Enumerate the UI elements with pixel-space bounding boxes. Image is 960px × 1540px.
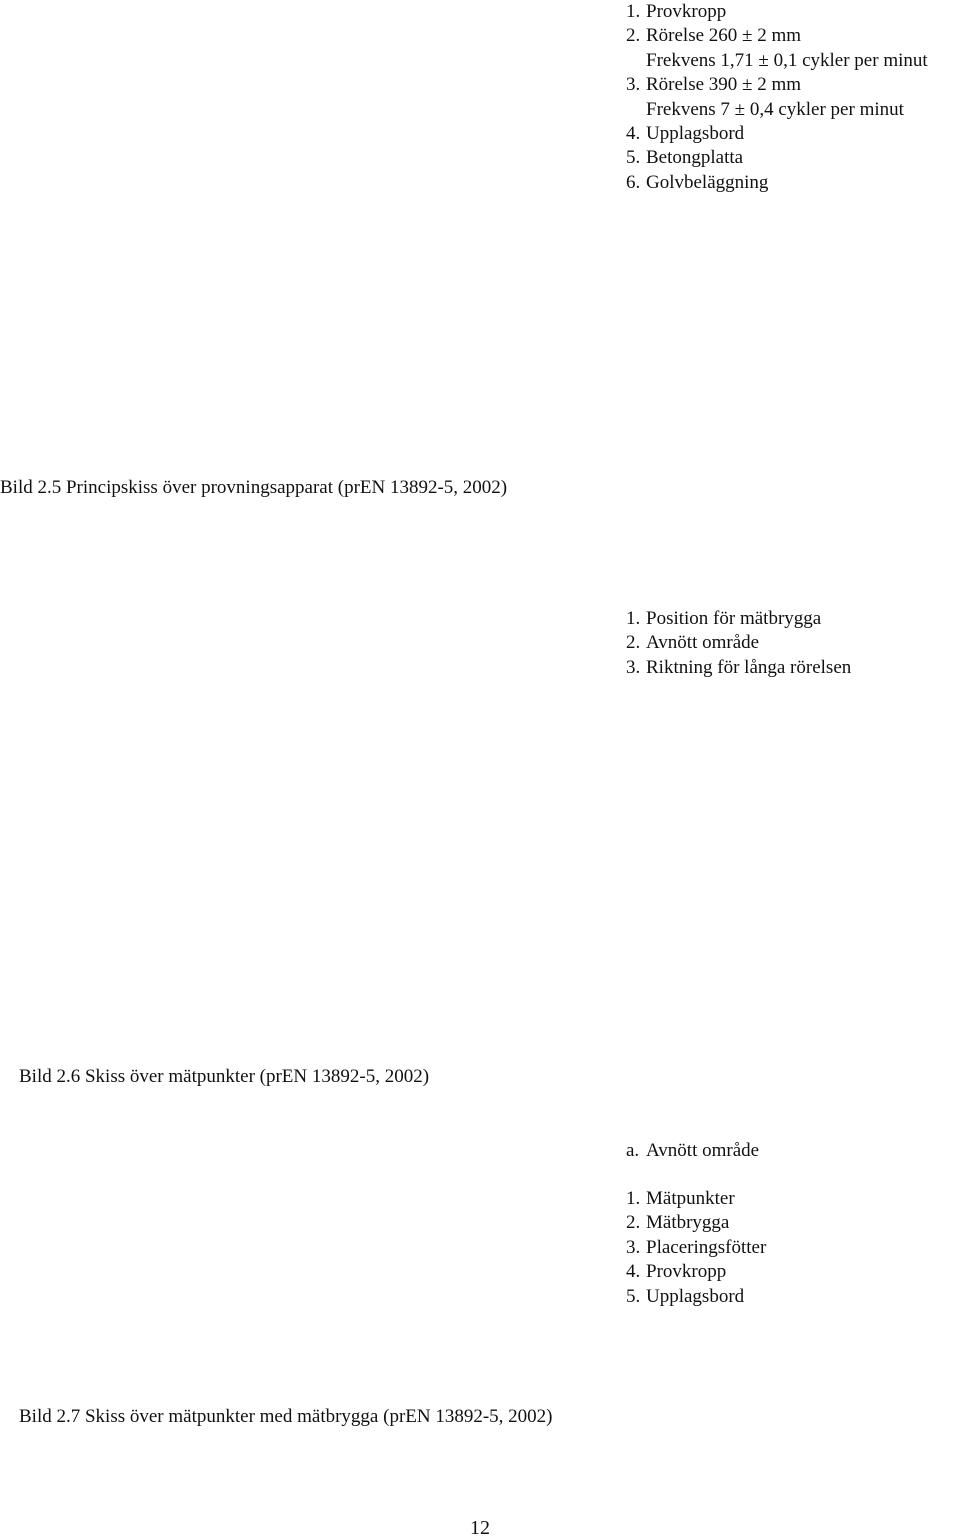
legend-item: 3. Placeringsfötter <box>626 1236 767 1258</box>
page-number: 12 <box>470 1517 490 1539</box>
legend-item: 2. Rörelse 260 ± 2 mm <box>626 25 802 47</box>
figure-2-6-legend <box>626 607 851 680</box>
legend-item-continuation: Frekvens 1,71 ± 0,1 cykler per minut <box>646 49 928 71</box>
legend-item: 6. Golvbeläggning <box>626 171 769 193</box>
figure-2-7-caption: Bild 2.7 Skiss över mätpunkter med mätbrygga (prEN 13892-5, 2002) <box>19 1406 553 1427</box>
legend-item-continuation: Frekvens 7 ± 0,4 cykler per minut <box>646 98 904 120</box>
legend-item: 2. Mätbrygga <box>626 1212 730 1234</box>
legend-item: a. Avnött område <box>626 1140 760 1161</box>
legend-item: 4. Upplagsbord <box>626 122 745 144</box>
legend-item: 5. Upplagsbord <box>626 1285 745 1307</box>
legend-item: 2. Avnött område <box>626 632 760 654</box>
figure-2-6-caption: Bild 2.6 Skiss över mätpunkter (prEN 13892-5, 2002) <box>19 1066 430 1087</box>
legend-item: 3. Riktning för långa rörelsen <box>626 656 852 678</box>
figure-2-5-legend <box>626 0 928 195</box>
legend-item: 3. Rörelse 390 ± 2 mm <box>626 74 802 96</box>
legend-item: 5. Betongplatta <box>626 147 744 169</box>
figure-2-7-legend-note <box>626 1139 759 1163</box>
figure-2-5-caption: Bild 2.5 Principskiss över provningsapparat (prEN 13892-5, 2002) <box>0 477 508 498</box>
legend-item: 1. Provkropp <box>626 1 727 22</box>
legend-item: 4. Provkropp <box>626 1261 727 1283</box>
figure-2-7-legend <box>626 1187 766 1309</box>
legend-item: 1. Position för mätbrygga <box>626 608 822 629</box>
legend-item: 1. Mätpunkter <box>626 1188 735 1209</box>
